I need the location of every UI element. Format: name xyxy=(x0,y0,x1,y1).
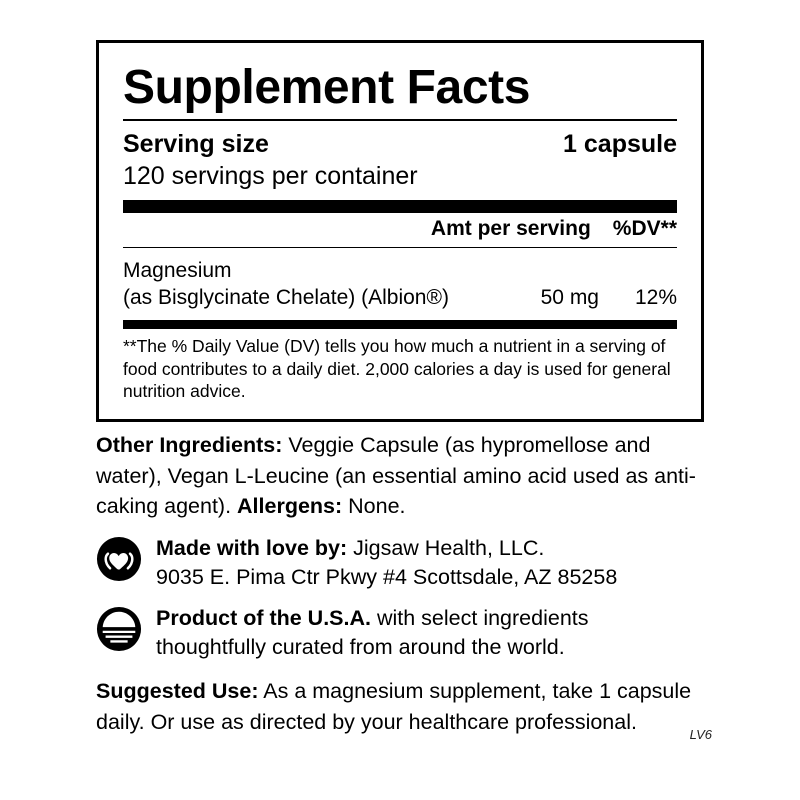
divider-thick-top xyxy=(123,200,677,213)
nutrient-amount: 50 mg xyxy=(540,286,599,310)
nutrient-row xyxy=(123,252,677,314)
divider-under-title xyxy=(123,119,677,121)
made-with-love-address: 9035 E. Pima Ctr Pkwy #4 Scottsdale, AZ 85258 xyxy=(156,564,618,589)
heart-in-hands-icon xyxy=(96,536,142,582)
supplement-facts-panel xyxy=(96,40,704,422)
label-body-copy xyxy=(96,430,712,748)
nutrient-name xyxy=(123,258,479,312)
product-of-usa-block xyxy=(96,602,712,662)
amount-per-serving-header: Amt per serving xyxy=(430,217,591,241)
globe-icon xyxy=(96,606,142,652)
made-with-love-label: Made with love by: xyxy=(156,535,348,560)
daily-value-footnote: **The % Daily Value (DV) tells you how much a nutrient in a serving of food contributes to a daily diet. 2,000 calories a day is used for general nutrition advice. xyxy=(123,335,671,402)
made-with-love-company: Jigsaw Health, LLC. xyxy=(347,535,545,560)
lot-code: LV6 xyxy=(689,726,712,742)
product-of-usa-line2: thoughtfully curated from around the world. xyxy=(156,635,565,660)
nutrient-daily-value: 12% xyxy=(634,286,677,310)
divider-thick-bottom xyxy=(123,320,677,329)
allergens-label: Allergens: xyxy=(237,494,343,519)
suggested-use-block xyxy=(96,676,712,742)
suggested-use-paragraph xyxy=(96,676,712,737)
panel-title: Supplement Facts xyxy=(123,61,531,114)
suggested-use-text: As a magnesium supplement, take 1 capsule daily. Or use as directed by your healthcare professional. xyxy=(96,679,692,734)
product-of-usa-text xyxy=(156,602,712,662)
product-of-usa-suffix: with select ingredients xyxy=(371,606,589,631)
made-with-love-line1 xyxy=(156,534,712,563)
serving-size-label: Serving size xyxy=(123,129,269,158)
nutrient-name-line1: Magnesium xyxy=(123,259,232,283)
made-with-love-block xyxy=(96,532,712,592)
daily-value-header: %DV** xyxy=(612,217,677,241)
made-with-love-text xyxy=(156,532,712,592)
suggested-use-label: Suggested Use: xyxy=(96,679,259,704)
other-ingredients-text: Veggie Capsule (as hypromellose and water), Vegan L-Leucine (an essential amino acid used as anti-caking agent). xyxy=(96,433,696,519)
other-ingredients-label: Other Ingredients: xyxy=(96,433,283,457)
serving-size-row xyxy=(123,129,677,159)
product-of-usa-line1 xyxy=(156,604,712,633)
serving-size-value: 1 capsule xyxy=(563,129,677,158)
column-headers xyxy=(123,217,677,243)
servings-per-container: 120 servings per container xyxy=(123,161,418,190)
nutrient-name-line2: (as Bisglycinate Chelate) (Albion®) xyxy=(123,286,449,310)
divider-under-headers xyxy=(123,247,677,248)
allergens-text: None. xyxy=(342,494,406,519)
product-of-usa-label: Product of the U.S.A. xyxy=(156,606,371,631)
other-ingredients-paragraph xyxy=(96,430,712,522)
